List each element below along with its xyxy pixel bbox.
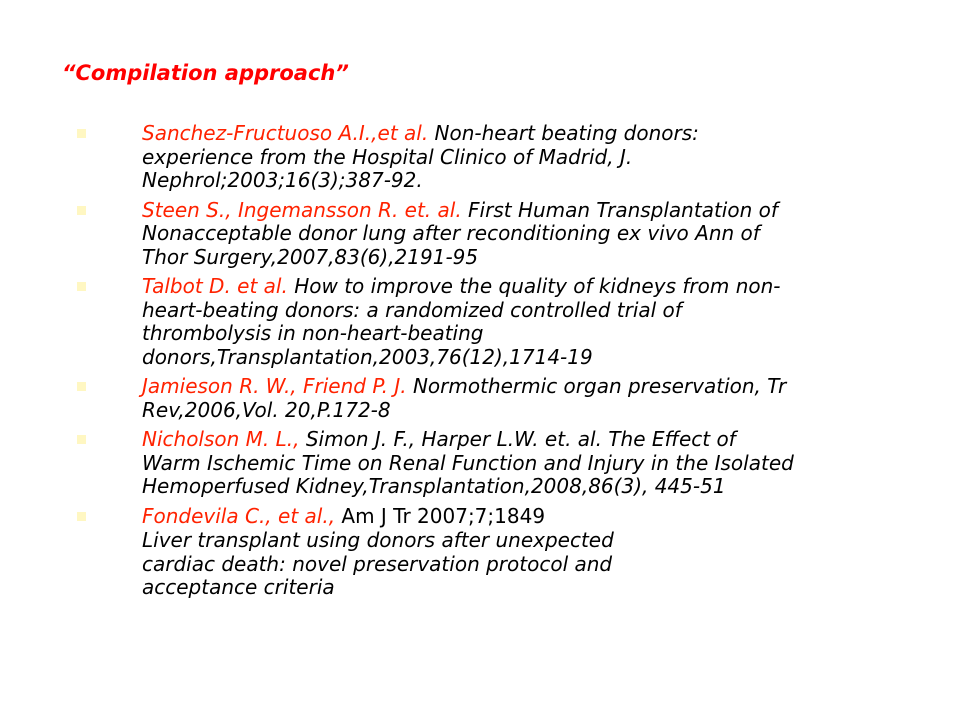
reference-authors: Jamieson R. W., Friend P. J. xyxy=(142,374,407,398)
reference-item xyxy=(75,199,945,270)
reference-line xyxy=(142,275,945,299)
reference-list xyxy=(75,122,945,606)
reference-title: Non-heart beating donors: xyxy=(428,121,699,145)
reference-line: Hemoperfused Kidney,Transplantation,2008,86(3), 445-51 xyxy=(142,474,726,498)
square-bullet-icon xyxy=(77,382,86,391)
reference-item xyxy=(75,428,945,499)
reference-title: Simon J. F., Harper L.W. et. al. The Effect of xyxy=(299,427,736,451)
reference-line: acceptance criteria xyxy=(142,575,335,599)
reference-line: Thor Surgery,2007,83(6),2191-95 xyxy=(142,244,479,269)
reference-title: How to improve the quality of kidneys from non- xyxy=(287,274,781,298)
reference-line: Nephrol;2003;16(3);387-92. xyxy=(142,168,423,192)
reference-authors: Nicholson M. L., xyxy=(142,427,300,451)
square-bullet-icon xyxy=(77,512,86,521)
reference-line: Rev,2006,Vol. 20,P.172-8 xyxy=(142,397,391,422)
reference-item xyxy=(75,122,945,193)
reference-line: experience from the Hospital Clinico of Madrid, J. xyxy=(142,144,633,169)
slide-title: “Compilation approach” xyxy=(62,61,349,85)
reference-authors: Sanchez-Fructuoso A.I.,et al. xyxy=(142,121,429,145)
reference-authors: Talbot D. et al. xyxy=(142,274,288,298)
reference-line: Warm Ischemic Time on Renal Function and Injury in the Isolated xyxy=(142,450,794,475)
reference-line: heart-beating donors: a randomized controlled trial of xyxy=(142,297,682,322)
reference-item xyxy=(75,375,945,422)
reference-line xyxy=(142,199,945,223)
reference-line: donors,Transplantation,2003,76(12),1714-19 xyxy=(142,344,593,369)
square-bullet-icon xyxy=(77,282,86,291)
reference-line xyxy=(142,428,945,452)
square-bullet-icon xyxy=(77,435,86,444)
square-bullet-icon xyxy=(77,129,86,138)
reference-item xyxy=(75,275,945,369)
reference-journal: Am J Tr 2007;7;1849 xyxy=(335,503,546,528)
reference-authors: Fondevila C., et al., xyxy=(142,503,336,528)
reference-item xyxy=(75,505,945,600)
reference-line: cardiac death: novel preservation protocol and xyxy=(142,551,613,576)
reference-line: Nonacceptable donor lung after reconditioning ex vivo Ann of xyxy=(142,221,760,245)
reference-line xyxy=(142,122,945,146)
reference-authors: Steen S., Ingemansson R. et. al. xyxy=(142,197,462,222)
reference-line xyxy=(142,375,945,399)
reference-line xyxy=(142,505,945,529)
reference-title: Normothermic organ preservation, Tr xyxy=(406,374,787,398)
reference-title: First Human Transplantation of xyxy=(461,197,778,222)
reference-line: thrombolysis in non-heart-beating xyxy=(142,321,484,345)
reference-line: Liver transplant using donors after unexpected xyxy=(142,528,614,552)
square-bullet-icon xyxy=(77,206,86,215)
